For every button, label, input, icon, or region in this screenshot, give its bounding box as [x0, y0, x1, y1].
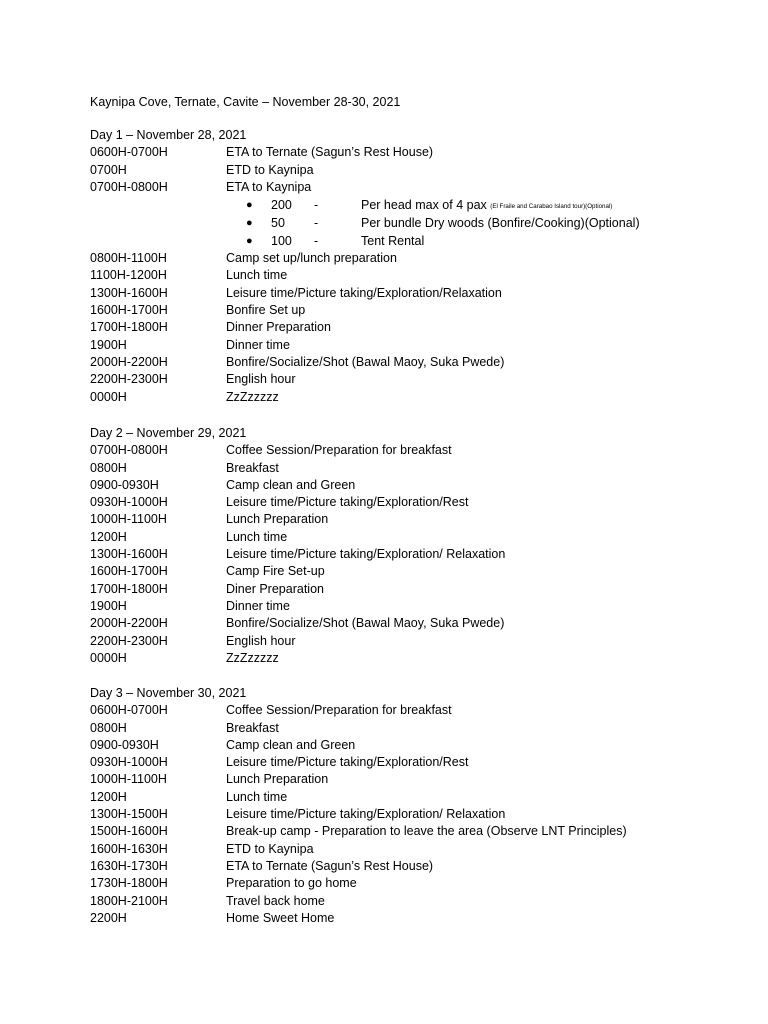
- row-activity: ZzZzzzzz: [226, 650, 279, 665]
- row-time: 0700H-0800H: [90, 443, 168, 458]
- schedule-row: [90, 823, 730, 840]
- schedule-row: [90, 858, 730, 875]
- row-time: 1800H-2100H: [90, 893, 168, 908]
- row-time: 1700H-1800H: [90, 581, 168, 596]
- fee-description: Tent Rental: [361, 234, 425, 249]
- schedule-row: [90, 460, 730, 477]
- schedule-row: [90, 598, 730, 615]
- row-activity: Camp clean and Green: [226, 737, 356, 752]
- row-activity: Leisure time/Picture taking/Exploration/Relaxation: [226, 285, 502, 300]
- row-activity: Lunch Preparation: [226, 512, 329, 527]
- schedule-row: [90, 302, 730, 319]
- day-2-section: [90, 425, 730, 667]
- schedule-row: [90, 371, 730, 388]
- row-time: 1300H-1600H: [90, 547, 168, 562]
- row-activity: ETD to Kaynipa: [226, 162, 314, 177]
- schedule-row: [90, 285, 730, 302]
- fee-description: [361, 196, 612, 216]
- row-time: 1700H-1800H: [90, 320, 168, 335]
- schedule-row: [90, 650, 730, 667]
- schedule-row: [90, 771, 730, 788]
- day-3-heading: Day 3 – November 30, 2021: [90, 686, 247, 700]
- schedule-row: [90, 615, 730, 632]
- row-activity: ETA to Ternate (Sagun’s Rest House): [226, 858, 434, 873]
- schedule-row: [90, 529, 730, 546]
- bullet-icon: ●: [246, 199, 253, 212]
- row-time: 1600H-1700H: [90, 303, 168, 318]
- row-activity: ZzZzzzzz: [226, 389, 279, 404]
- row-activity: Coffee Session/Preparation for breakfast: [226, 443, 452, 458]
- row-time: 1600H-1700H: [90, 564, 168, 579]
- bullet-icon: ●: [246, 217, 253, 230]
- fee-separator: -: [314, 198, 319, 213]
- schedule-row: [90, 389, 730, 406]
- row-activity: Diner Preparation: [226, 581, 324, 596]
- schedule-row: [90, 841, 730, 858]
- row-activity: Leisure time/Picture taking/Exploration/Rest: [226, 495, 469, 510]
- row-time: 1500H-1600H: [90, 824, 168, 839]
- fee-separator: -: [314, 234, 319, 249]
- schedule-row: [90, 319, 730, 336]
- day-2-heading: Day 2 – November 29, 2021: [90, 426, 247, 440]
- schedule-row: [90, 179, 730, 196]
- fee-desc-text: Per head max of 4 pax: [361, 198, 487, 213]
- row-activity: ETD to Kaynipa: [226, 841, 314, 856]
- row-activity: English hour: [226, 633, 296, 648]
- row-time: 1900H: [90, 337, 127, 352]
- row-time: 0930H-1000H: [90, 755, 168, 770]
- row-activity: ETA to Ternate (Sagun’s Rest House): [226, 145, 434, 160]
- row-time: 1600H-1630H: [90, 841, 168, 856]
- schedule-row: [90, 546, 730, 563]
- schedule-row: [90, 144, 730, 161]
- schedule-row: [90, 806, 730, 823]
- schedule-row: [90, 354, 730, 371]
- row-activity: Lunch time: [226, 268, 288, 283]
- schedule-row: [90, 737, 730, 754]
- day-3-section: [90, 685, 730, 927]
- schedule-row: [90, 250, 730, 267]
- row-activity: Preparation to go home: [226, 876, 357, 891]
- row-time: 2000H-2200H: [90, 354, 168, 369]
- schedule-row: [90, 267, 730, 284]
- row-activity: Leisure time/Picture taking/Exploration/ Relaxation: [226, 547, 506, 562]
- row-time: 1000H-1100H: [90, 772, 167, 787]
- row-activity: Leisure time/Picture taking/Exploration/Rest: [226, 755, 469, 770]
- row-time: 0900-0930H: [90, 477, 159, 492]
- row-time: 1630H-1730H: [90, 858, 168, 873]
- row-activity: Home Sweet Home: [226, 910, 335, 925]
- fee-item: [90, 196, 730, 214]
- day-1-heading: Day 1 – November 28, 2021: [90, 128, 247, 142]
- bullet-icon: ●: [246, 235, 253, 248]
- row-activity: English hour: [226, 372, 296, 387]
- row-time: 0600H-0700H: [90, 703, 168, 718]
- row-time: 0800H: [90, 460, 127, 475]
- schedule-row: [90, 162, 730, 179]
- row-time: 1300H-1600H: [90, 285, 168, 300]
- schedule-row: [90, 511, 730, 528]
- row-activity: Leisure time/Picture taking/Exploration/ Relaxation: [226, 807, 506, 822]
- row-time: 2200H-2300H: [90, 633, 168, 648]
- schedule-row: [90, 563, 730, 580]
- row-time: 1200H: [90, 789, 127, 804]
- schedule-row: [90, 633, 730, 650]
- fee-amount: 100: [271, 234, 292, 249]
- row-activity: Breakfast: [226, 460, 279, 475]
- row-time: 0800H-1100H: [90, 251, 167, 266]
- schedule-row: [90, 754, 730, 771]
- row-activity: Bonfire Set up: [226, 303, 306, 318]
- row-activity: Dinner time: [226, 337, 290, 352]
- fee-note: (El Fraile and Carabao Island tour)(Optional): [490, 203, 613, 211]
- schedule-row: [90, 720, 730, 737]
- row-time: 2000H-2200H: [90, 616, 168, 631]
- row-activity: Camp clean and Green: [226, 477, 356, 492]
- row-activity: Camp Fire Set-up: [226, 564, 325, 579]
- row-activity: ETA to Kaynipa: [226, 179, 312, 194]
- schedule-row: [90, 477, 730, 494]
- row-time: 0000H: [90, 650, 127, 665]
- row-activity: Camp set up/lunch preparation: [226, 251, 397, 266]
- row-time: 1200H: [90, 529, 127, 544]
- row-time: 0900-0930H: [90, 737, 159, 752]
- schedule-row: [90, 875, 730, 892]
- row-time: 0800H: [90, 720, 127, 735]
- row-activity: Breakfast: [226, 720, 279, 735]
- fee-amount: 200: [271, 198, 292, 213]
- schedule-row: [90, 442, 730, 459]
- schedule-row: [90, 789, 730, 806]
- schedule-row: [90, 581, 730, 598]
- row-time: 0700H-0800H: [90, 179, 168, 194]
- row-time: 1730H-1800H: [90, 876, 168, 891]
- row-time: 1300H-1500H: [90, 807, 168, 822]
- fee-item: [90, 214, 730, 232]
- fee-separator: -: [314, 216, 319, 231]
- document-title: Kaynipa Cove, Ternate, Cavite – November 28-30, 2021: [90, 95, 401, 109]
- row-time: 1000H-1100H: [90, 512, 167, 527]
- row-activity: Lunch Preparation: [226, 772, 329, 787]
- row-time: 2200H: [90, 910, 127, 925]
- row-time: 0930H-1000H: [90, 495, 168, 510]
- fee-amount: 50: [271, 216, 285, 231]
- row-activity: Break-up camp - Preparation to leave the area (Observe LNT Principles): [226, 824, 627, 839]
- schedule-row: [90, 494, 730, 511]
- row-time: 1100H-1200H: [90, 268, 167, 283]
- row-activity: Lunch time: [226, 529, 288, 544]
- schedule-row: [90, 337, 730, 354]
- row-activity: Bonfire/Socialize/Shot (Bawal Maoy, Suka Pwede): [226, 354, 505, 369]
- row-activity: Dinner Preparation: [226, 320, 331, 335]
- row-time: 0000H: [90, 389, 127, 404]
- row-time: 1900H: [90, 598, 127, 613]
- row-time: 2200H-2300H: [90, 372, 168, 387]
- schedule-row: [90, 893, 730, 910]
- schedule-row: [90, 910, 730, 927]
- day-1-section: [90, 127, 730, 406]
- schedule-row: [90, 702, 730, 719]
- fee-description: Per bundle Dry woods (Bonfire/Cooking)(Optional): [361, 216, 640, 231]
- row-activity: Bonfire/Socialize/Shot (Bawal Maoy, Suka Pwede): [226, 616, 505, 631]
- row-activity: Coffee Session/Preparation for breakfast: [226, 703, 452, 718]
- row-time: 0700H: [90, 162, 127, 177]
- row-activity: Lunch time: [226, 789, 288, 804]
- fee-item: [90, 232, 730, 250]
- row-activity: Travel back home: [226, 893, 325, 908]
- row-time: 0600H-0700H: [90, 145, 168, 160]
- row-activity: Dinner time: [226, 598, 290, 613]
